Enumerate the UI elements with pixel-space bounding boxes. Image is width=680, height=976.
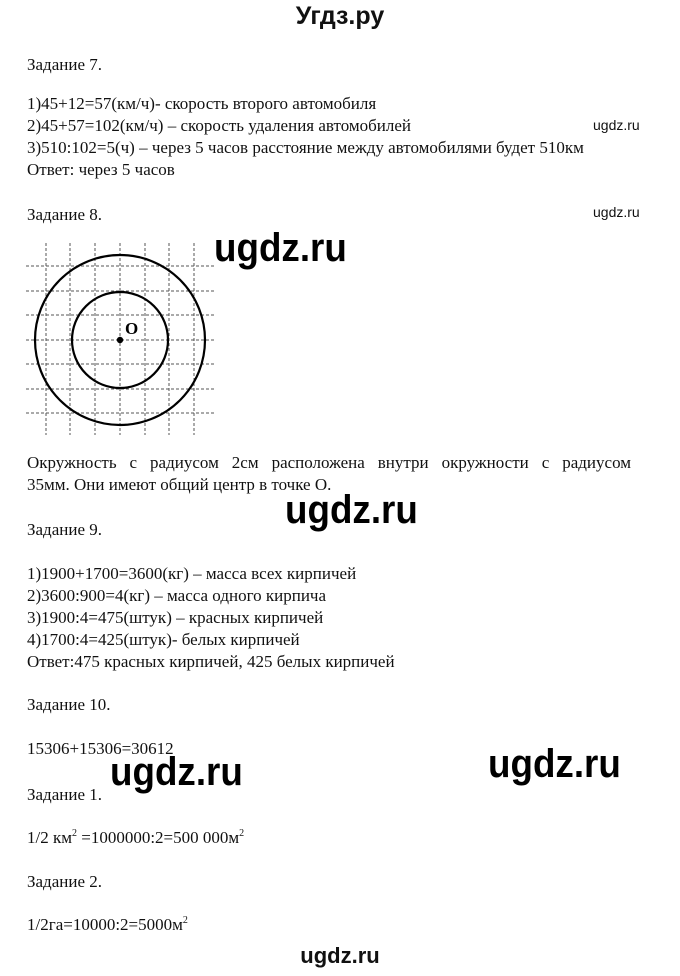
watermark-big: ugdz.ru xyxy=(488,742,621,786)
task7-line-1: 1)45+12=57(км/ч)- скорость второго автомобиля xyxy=(27,94,377,113)
task9-solution xyxy=(27,563,395,673)
watermark-bottom: ugdz.ru xyxy=(300,943,380,968)
task2-sup-a: 2 xyxy=(182,915,188,926)
task2-line xyxy=(27,914,188,936)
site-title: Угдз.ру xyxy=(295,2,385,30)
concentric-circles-figure xyxy=(24,240,220,440)
task1-line xyxy=(27,827,244,849)
task9-heading: Задание 9. xyxy=(27,520,102,539)
watermark-small: ugdz.ru xyxy=(593,204,640,220)
watermark-big: ugdz.ru xyxy=(110,750,243,794)
task9-line-3: 3)1900:4=475(штук) – красных кирпичей xyxy=(27,608,324,627)
task9-line-4: 4)1700:4=425(штук)- белых кирпичей xyxy=(27,630,300,649)
watermark-small: ugdz.ru xyxy=(593,117,640,133)
center-point xyxy=(117,337,123,343)
task8-text-line-2: 35мм. Они имеют общий центр в точке О. xyxy=(27,475,332,494)
task1-sup-b: 2 xyxy=(239,828,245,839)
task2-heading: Задание 2. xyxy=(27,872,102,891)
task9-line-1: 1)1900+1700=3600(кг) – масса всех кирпичей xyxy=(27,564,357,583)
task8-heading: Задание 8. xyxy=(27,205,102,224)
watermark-big: ugdz.ru xyxy=(285,488,418,532)
task10-heading: Задание 10. xyxy=(27,695,111,714)
task2-part-a: 1/2га=10000:2=5000м xyxy=(27,915,183,934)
task8-text-line-1: Окружность с радиусом 2см расположена внутри окружности с радиусом xyxy=(27,453,631,472)
task1-sup-a: 2 xyxy=(72,828,77,839)
task9-answer: Ответ:475 красных кирпичей, 425 белых кирпичей xyxy=(27,652,395,671)
task7-solution xyxy=(27,93,584,181)
task10-line: 15306+15306=30612 xyxy=(27,739,174,758)
task7-line-3: 3)510:102=5(ч) – через 5 часов расстояние между автомобилями будет 510км xyxy=(27,138,584,157)
center-label: O xyxy=(125,319,139,338)
task9-line-2: 2)3600:900=4(кг) – масса одного кирпича xyxy=(27,586,327,605)
task7-line-2: 2)45+57=102(км/ч) – скорость удаления автомобилей xyxy=(27,116,412,135)
task1-part-b: =1000000:2=500 000м xyxy=(77,828,240,847)
task7-answer: Ответ: через 5 часов xyxy=(27,160,175,179)
task1-heading: Задание 1. xyxy=(27,785,102,804)
task1-part-a: 1/2 км xyxy=(27,828,72,847)
task7-heading: Задание 7. xyxy=(27,55,102,74)
watermark-big: ugdz.ru xyxy=(214,226,347,270)
